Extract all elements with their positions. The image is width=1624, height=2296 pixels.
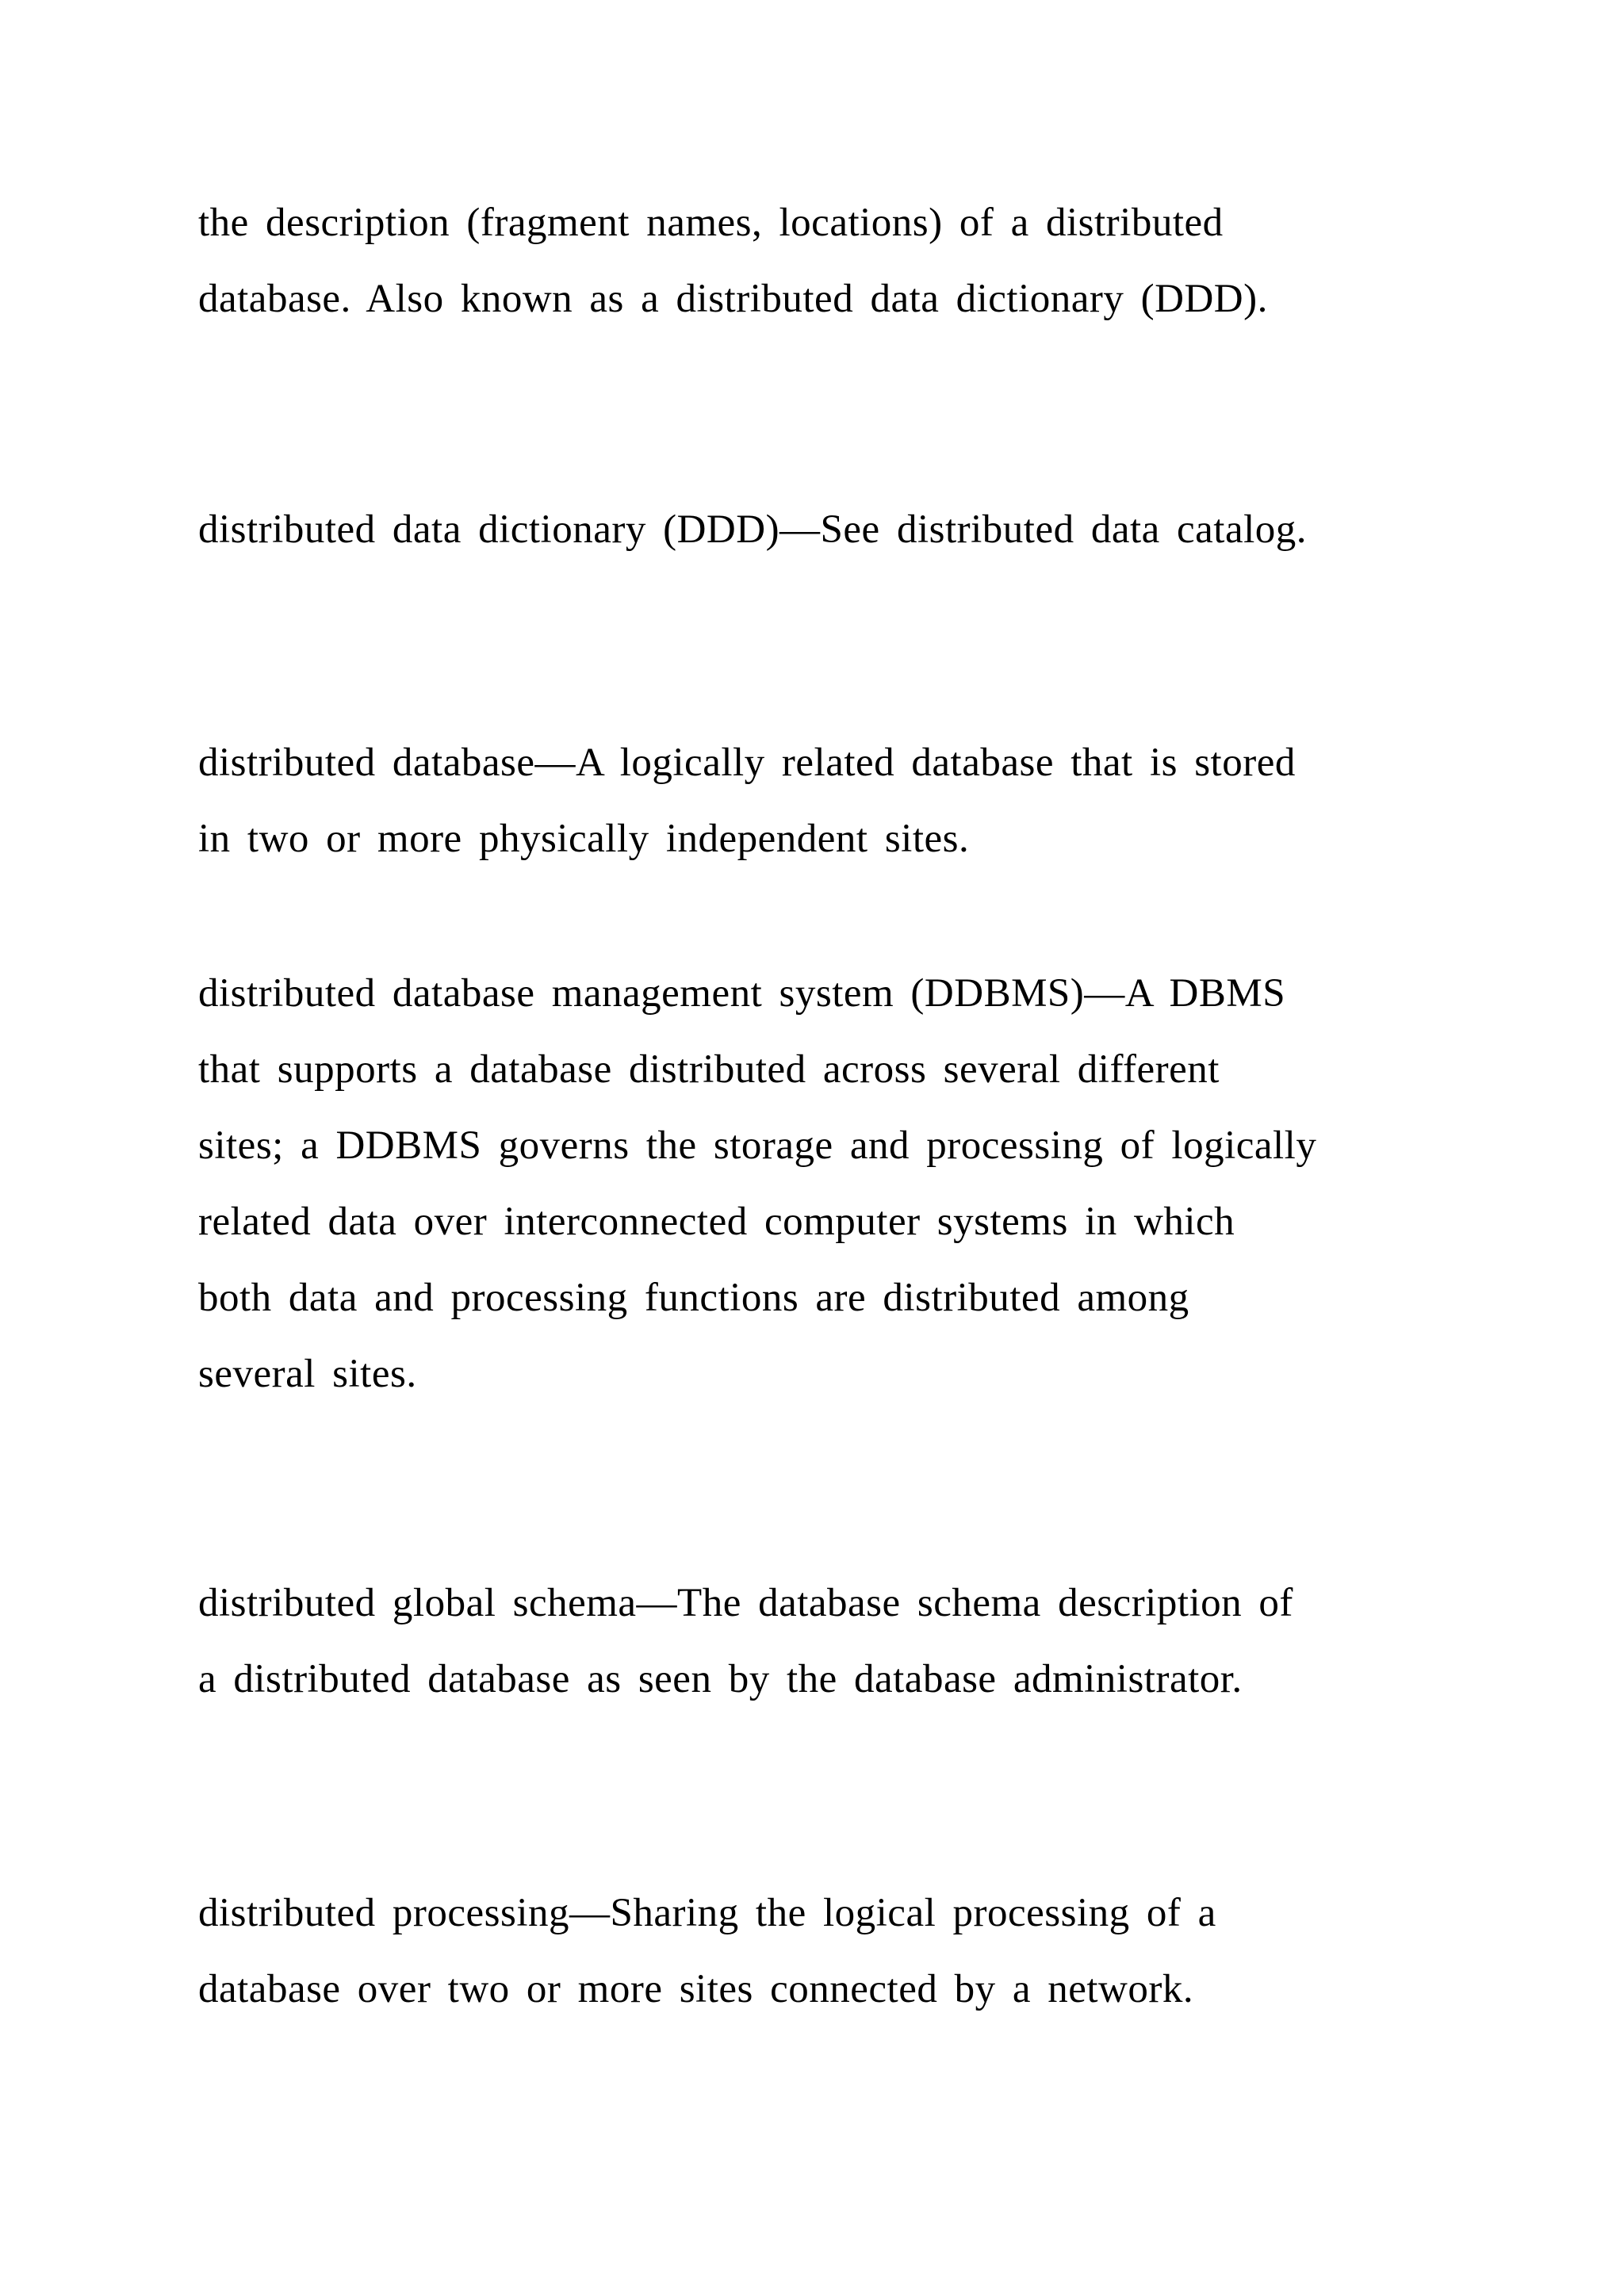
text-line: sites; a DDBMS governs the storage and processing of logically <box>198 1123 1317 1168</box>
text-line: distributed database management system (DDBMS)—A DBMS <box>198 971 1286 1016</box>
text-line: database. Also known as a distributed data dictionary (DDD). <box>198 277 1268 321</box>
entry-ddbms <box>198 955 1507 1412</box>
text-line: in two or more physically independent sites. <box>198 817 970 861</box>
text-line: both data and processing functions are distributed among <box>198 1276 1189 1320</box>
text-line: distributed database—A logically related database that is stored <box>198 740 1296 785</box>
text-line: a distributed database as seen by the database administrator. <box>198 1657 1243 1701</box>
text-line: distributed global schema—The database schema description of <box>198 1581 1293 1625</box>
text-line: distributed data dictionary (DDD)—See distributed data catalog. <box>198 507 1308 552</box>
text-line: that supports a database distributed across several different <box>198 1047 1220 1092</box>
entry-distributed-data-dictionary <box>198 492 1507 568</box>
entry-distributed-processing <box>198 1875 1507 2027</box>
entry-distributed-global-schema <box>198 1565 1507 1717</box>
text-line: several sites. <box>198 1352 417 1396</box>
entry-distributed-data-catalog-continued <box>198 185 1507 337</box>
text-line: related data over interconnected computer systems in which <box>198 1200 1235 1244</box>
entry-distributed-database <box>198 725 1507 877</box>
text-line: database over two or more sites connected by a network. <box>198 1967 1194 2011</box>
text-line: distributed processing—Sharing the logical processing of a <box>198 1891 1216 1935</box>
text-line: the description (fragment names, locations) of a distributed <box>198 201 1224 245</box>
